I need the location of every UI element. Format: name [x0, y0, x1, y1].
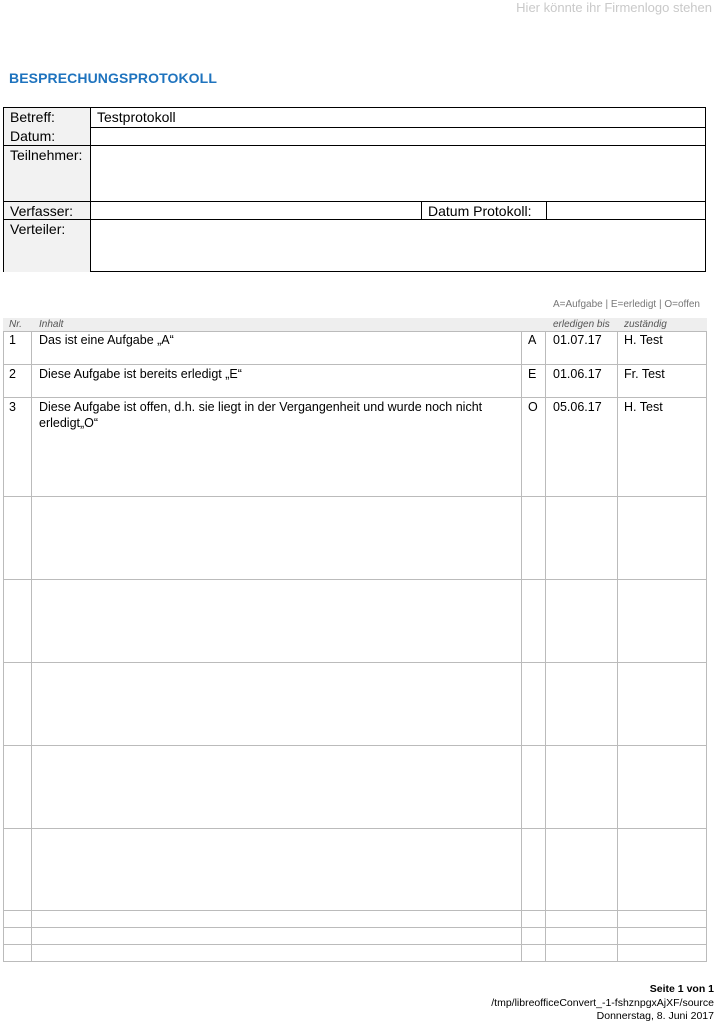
- row-nr: 3: [9, 400, 16, 414]
- page-footer: [491, 983, 714, 1024]
- file-path: /tmp/libreofficeConvert_-1-fshznpgxAjXF/source: [491, 996, 714, 1009]
- footer-date: Donnerstag, 8. Juni 2017: [596, 1010, 714, 1022]
- col-erledigen-bis: erledigen bis: [553, 319, 610, 330]
- col-zustaendig: zuständig: [624, 319, 667, 330]
- row-datum: [4, 127, 705, 146]
- page-number: Seite 1 von 1: [649, 983, 714, 995]
- row-nr: 2: [9, 367, 16, 381]
- verteiler-label: Verteiler:: [10, 221, 66, 237]
- status-legend: A=Aufgabe | E=erledigt | O=offen: [552, 299, 700, 310]
- row-nr: 1: [9, 333, 16, 347]
- table-row-empty[interactable]: [3, 829, 707, 911]
- page-title: BESPRECHUNGSPROTOKOLL: [9, 70, 217, 86]
- row-inhalt: Diese Aufgabe ist offen, d.h. sie liegt in der Vergangenheit und wurde noch nicht erledigt„O“: [39, 400, 483, 430]
- table-row[interactable]: [3, 365, 707, 398]
- row-verfasser: [4, 202, 705, 220]
- betreff-label: Betreff:: [10, 109, 55, 125]
- row-erledigen-bis: 01.06.17: [553, 367, 602, 381]
- table-row-empty[interactable]: [3, 497, 707, 580]
- table-row-empty[interactable]: [3, 928, 707, 945]
- table-header: [3, 318, 707, 331]
- row-teilnehmer: [4, 146, 705, 202]
- verfasser-label: Verfasser:: [10, 203, 74, 219]
- row-typ: E: [528, 367, 537, 381]
- row-erledigen-bis: 05.06.17: [553, 400, 602, 414]
- betreff-value[interactable]: Testprotokoll: [97, 109, 176, 125]
- table-row-empty[interactable]: [3, 580, 707, 663]
- header-info-table: [3, 107, 706, 272]
- row-zustaendig: H. Test: [624, 333, 663, 347]
- table-row[interactable]: [3, 331, 707, 365]
- row-betreff: [4, 108, 705, 128]
- datum-protokoll-label: Datum Protokoll:: [428, 203, 532, 219]
- col-nr: Nr.: [9, 319, 22, 330]
- company-logo-placeholder: Hier könnte ihr Firmenlogo stehen: [516, 0, 712, 15]
- task-table: [3, 318, 707, 962]
- table-row-empty[interactable]: [3, 746, 707, 829]
- table-row-empty[interactable]: [3, 911, 707, 928]
- row-zustaendig: Fr. Test: [624, 367, 665, 381]
- row-erledigen-bis: 01.07.17: [553, 333, 602, 347]
- row-zustaendig: H. Test: [624, 400, 663, 414]
- row-typ: O: [528, 400, 538, 414]
- row-inhalt: Das ist eine Aufgabe „A“: [39, 333, 174, 347]
- col-inhalt: Inhalt: [39, 319, 64, 330]
- table-row[interactable]: [3, 398, 707, 497]
- row-typ: A: [528, 333, 537, 347]
- row-verteiler: [4, 220, 705, 272]
- teilnehmer-label: Teilnehmer:: [10, 147, 83, 163]
- row-inhalt: Diese Aufgabe ist bereits erledigt „E“: [39, 367, 242, 381]
- datum-label: Datum:: [10, 128, 56, 144]
- table-row-empty[interactable]: [3, 663, 707, 746]
